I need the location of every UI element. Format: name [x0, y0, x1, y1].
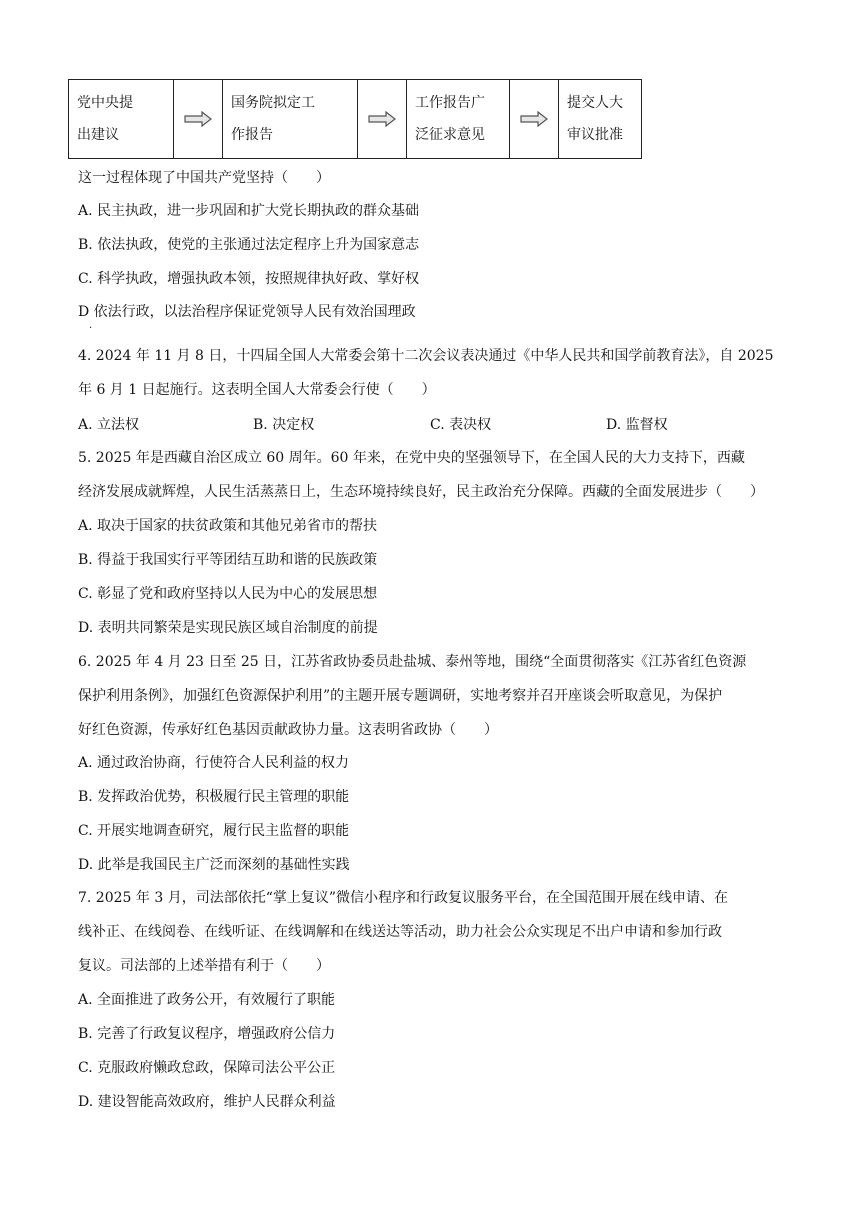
right-arrow-icon	[368, 111, 396, 127]
q4-option-d: D. 监督权	[606, 417, 668, 433]
q5-option-d: D. 表明共同繁荣是实现民族区域自治制度的前提	[78, 620, 378, 636]
q4-stem-line1: 4. 2024 年 11 月 8 日，十四届全国人大常委会第十二次会议表决通过《中华人民共和国学前教育法》，自 2025	[78, 348, 774, 364]
flow-arrow	[174, 80, 223, 159]
q6-option-a: A. 通过政治协商，行使符合人民利益的权力	[78, 755, 350, 771]
flow-arrow	[358, 80, 407, 159]
flow-step-text: 提交人大	[567, 95, 623, 111]
q5-option-b: B. 得益于我国实行平等团结互助和谐的民族政策	[78, 552, 378, 568]
flow-step-text: 泛征求意见	[415, 127, 485, 143]
q6-option-c: C. 开展实地调查研究，履行民主监督的职能	[78, 823, 350, 839]
q3-option-d: D 依法行政，以法治程序保证党领导人民有效治国理政	[78, 304, 416, 320]
flow-step-4	[559, 80, 642, 159]
flow-step-text: 出建议	[77, 127, 119, 143]
flow-step-text: 审议批准	[567, 127, 623, 143]
flow-step-text: 作报告	[231, 127, 273, 143]
q3-option-c: C. 科学执政，增强执政本领，按照规律执好政、掌好权	[78, 271, 420, 287]
q7-option-d: D. 建设智能高效政府，维护人民群众利益	[78, 1094, 336, 1110]
q3-stem: 这一过程体现了中国共产党坚持（ ）	[78, 170, 330, 186]
flow-step-3	[407, 80, 510, 159]
flow-step-2	[223, 80, 358, 159]
q5-option-c: C. 彰显了党和政府坚持以人民为中心的发展思想	[78, 586, 378, 602]
q6-stem-line3: 好红色资源，传承好红色基因贡献政协力量。这表明省政协（ ）	[78, 722, 498, 738]
q5-option-a: A. 取决于国家的扶贫政策和其他兄弟省市的帮扶	[78, 518, 378, 534]
q5-stem-line2: 经济发展成就辉煌，人民生活蒸蒸日上，生态环境持续良好，民主政治充分保障。西藏的全面发展进步（ ）	[78, 484, 764, 500]
q6-stem-line2: 保护利用条例》，加强红色资源保护利用”的主题开展专题调研，实地考察并召开座谈会听取意见，为保护	[78, 688, 723, 704]
q4-option-c: C. 表决权	[430, 417, 492, 433]
stray-dot: .	[89, 320, 93, 331]
flow-step-text: 工作报告广	[415, 95, 485, 111]
q3-option-a: A. 民主执政，进一步巩固和扩大党长期执政的群众基础	[78, 203, 420, 219]
q7-stem-line3: 复议。司法部的上述举措有利于（ ）	[78, 958, 330, 974]
q4-option-a: A. 立法权	[78, 417, 140, 433]
process-flowchart	[68, 79, 642, 159]
q7-stem-line1: 7. 2025 年 3 月，司法部依托“掌上复议”微信小程序和行政复议服务平台，在全国范围开展在线申请、在	[78, 890, 729, 906]
q6-stem-line1: 6. 2025 年 4 月 23 日至 25 日，江苏省政协委员赴盐城、泰州等地，围绕“全面贯彻落实《江苏省红色资源	[78, 654, 747, 670]
q4-stem-line2: 年 6 月 1 日起施行。这表明全国人大常委会行使（ ）	[78, 382, 436, 398]
right-arrow-icon	[520, 111, 548, 127]
flow-step-text: 党中央提	[77, 95, 133, 111]
flow-step-text: 国务院拟定工	[231, 95, 315, 111]
q7-option-c: C. 克服政府懒政怠政，保障司法公平公正	[78, 1060, 336, 1076]
flow-step-1	[69, 80, 174, 159]
q7-stem-line2: 线补正、在线阅卷、在线听证、在线调解和在线送达等活动，助力社会公众实现足不出户申请和参加行政	[78, 924, 722, 940]
q7-option-a: A. 全面推进了政务公开，有效履行了职能	[78, 992, 336, 1008]
q6-option-d: D. 此举是我国民主广泛而深刻的基础性实践	[78, 857, 350, 873]
q4-option-b: B. 决定权	[253, 417, 315, 433]
right-arrow-icon	[184, 111, 212, 127]
q6-option-b: B. 发挥政治优势，积极履行民主管理的职能	[78, 789, 350, 805]
flow-arrow	[510, 80, 559, 159]
q5-stem-line1: 5. 2025 年是西藏自治区成立 60 周年。60 年来，在党中央的坚强领导下，在全国人民的大力支持下，西藏	[78, 450, 745, 466]
q3-option-b: B. 依法执政，使党的主张通过法定程序上升为国家意志	[78, 237, 420, 253]
q7-option-b: B. 完善了行政复议程序，增强政府公信力	[78, 1026, 336, 1042]
